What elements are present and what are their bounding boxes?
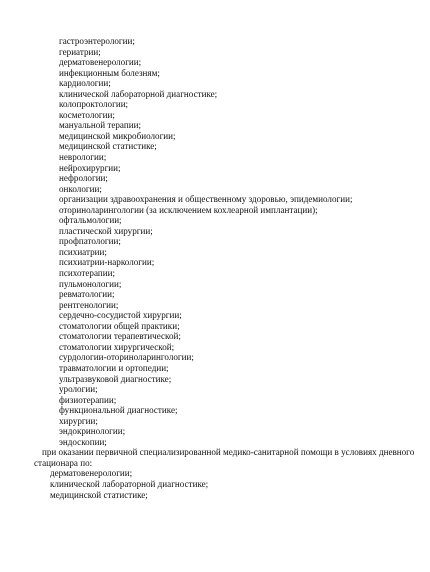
list-item: пульмонологии;	[59, 278, 122, 289]
list-item: клинической лабораторной диагностике;	[50, 478, 209, 489]
list-item: оториноларингологии (за исключением кохлеарной имплантации);	[59, 204, 318, 215]
paragraph	[0, 447, 430, 468]
list-item: ультразвуковой диагностике;	[59, 373, 172, 384]
list-item: травматологии и ортопедии;	[59, 362, 169, 373]
list-item: рентгенологии;	[59, 299, 119, 310]
list-item: стоматологии терапевтической;	[59, 331, 181, 342]
list-item: нейрохирургии;	[59, 162, 121, 173]
list-item: урологии;	[59, 384, 98, 395]
list-item: кардиологии;	[59, 78, 111, 89]
list-item: косметологии;	[59, 109, 115, 120]
list-item: психиатрии-наркологии;	[59, 257, 155, 268]
paragraph-line: при оказании первичной специализированной медико-санитарной помощи в условиях дневного	[42, 447, 415, 458]
list-item: гериатрии;	[59, 46, 101, 57]
list-item: профпатологии;	[59, 236, 121, 247]
list-item: психиатрии;	[59, 246, 107, 257]
list-item: клинической лабораторной диагностике;	[59, 88, 218, 99]
list-item: инфекционным болезням;	[59, 67, 160, 78]
list-item: организации здравоохранения и общественному здоровью, эпидемиологии;	[59, 194, 353, 205]
list-item: медицинской микробиологии;	[59, 130, 176, 141]
list-item: онкологии;	[59, 183, 102, 194]
list-item: стоматологии общей практики;	[59, 320, 180, 331]
list-item: нефрологии;	[59, 173, 108, 184]
document-body	[0, 36, 430, 500]
list-item: сердечно-сосудистой хирургии;	[59, 310, 182, 321]
list-item: сурдологии-оториноларингологии;	[59, 352, 194, 363]
list-item: дерматовенерологии;	[59, 57, 142, 68]
list-item: хирургии;	[59, 415, 98, 426]
paragraph-line: стационара по:	[34, 457, 93, 468]
list-item: психотерапии;	[59, 268, 115, 279]
list-item: эндоскопии;	[59, 436, 107, 447]
list-item: неврологии;	[59, 152, 107, 163]
specialty-list-secondary	[0, 468, 430, 500]
list-item: колопроктологии;	[59, 99, 129, 110]
list-item: офтальмологии;	[59, 215, 122, 226]
list-item: мануальной терапии;	[59, 120, 141, 131]
list-item: пластической хирургии;	[59, 225, 153, 236]
list-item: физиотерапии;	[59, 394, 117, 405]
list-item: стоматологии хирургической;	[59, 341, 175, 352]
list-item: медицинской статистике;	[50, 489, 148, 500]
list-item: ревматологии;	[59, 289, 115, 300]
list-item: эндокринологии;	[59, 426, 126, 437]
specialty-list-primary	[0, 36, 430, 447]
list-item: медицинской статистике;	[59, 141, 157, 152]
list-item: гастроэнтерологии;	[59, 36, 135, 46]
list-item: функциональной диагностике;	[59, 405, 178, 416]
list-item: дерматовенерологии;	[50, 468, 133, 479]
